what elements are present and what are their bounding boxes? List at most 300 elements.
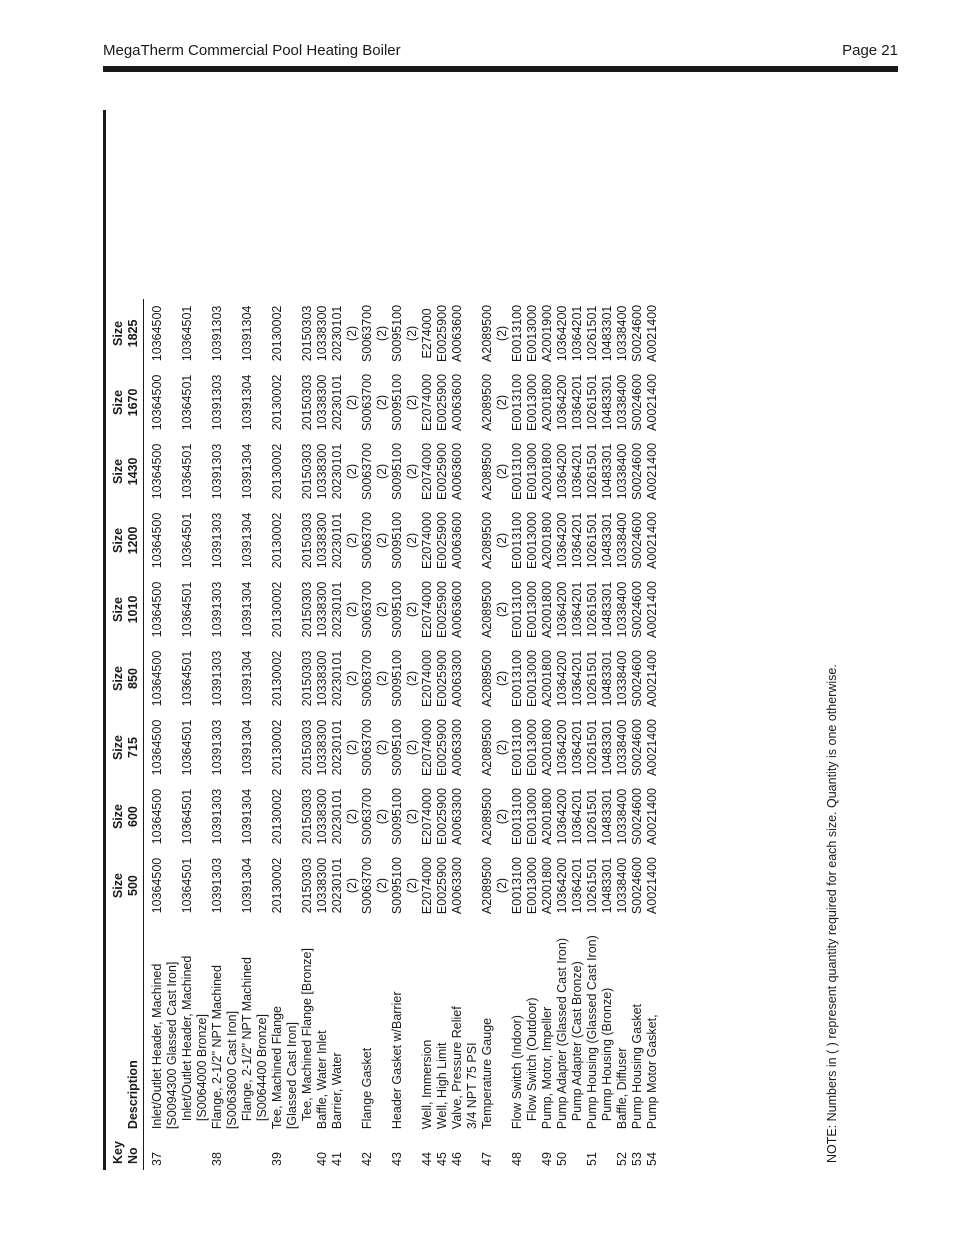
part-number-cell — [195, 437, 210, 506]
header-rule-cell — [143, 368, 144, 437]
part-number-cell: S0095100 — [390, 650, 404, 708]
part-number-cell: 10364201 — [570, 512, 584, 569]
part-number-cell: E2074000 — [420, 650, 434, 708]
part-number-cell: E0013100 — [510, 304, 524, 362]
table-row — [540, 299, 555, 1170]
table-row — [555, 299, 570, 1170]
key-cell — [195, 1135, 210, 1170]
part-number-cell: 10483301 — [600, 374, 614, 431]
part-number-cell: E0013000 — [525, 511, 539, 569]
part-number-cell: 10391303 — [210, 374, 224, 431]
header-rule-cell — [143, 299, 144, 368]
key-cell: 42 — [360, 1152, 374, 1166]
part-number-cell: A0021400 — [645, 373, 659, 431]
description-cell: [S0064400 Bronze] — [255, 1014, 269, 1122]
part-number-cell: E0013000 — [525, 304, 539, 362]
table-row — [525, 299, 540, 1170]
part-number-cell: (2) — [345, 739, 359, 756]
part-number-cell — [165, 851, 180, 920]
key-cell — [570, 1135, 585, 1170]
description-cell: Pump Housing (Bronze) — [600, 987, 614, 1122]
table-row — [195, 299, 210, 1170]
key-cell — [525, 1135, 540, 1170]
part-number-cell: 10364201 — [570, 374, 584, 431]
part-number-cell — [255, 644, 270, 713]
part-number-cell: (2) — [345, 601, 359, 618]
part-number-cell: 10261501 — [585, 512, 599, 569]
header-rule-cell — [143, 713, 144, 782]
part-number-cell: E0025900 — [435, 373, 449, 431]
part-number-cell: 10391304 — [240, 443, 254, 500]
size-header-500: Size 500 — [111, 873, 140, 899]
part-number-cell: 10338400 — [615, 857, 629, 914]
part-number-cell: S0024600 — [630, 373, 644, 431]
header-rule-cell — [143, 644, 144, 713]
part-number-cell: 10364200 — [555, 719, 569, 776]
table-body — [144, 299, 661, 1170]
part-number-cell — [465, 713, 480, 782]
key-cell: 51 — [585, 1152, 599, 1166]
table-row — [570, 299, 585, 1170]
part-number-cell: (2) — [345, 877, 359, 894]
part-number-cell: A0021400 — [645, 650, 659, 708]
part-number-cell — [255, 299, 270, 368]
size-header-1200: Size 1200 — [111, 526, 140, 555]
part-number-cell — [465, 851, 480, 920]
part-number-cell: E0025900 — [435, 511, 449, 569]
part-number-cell: A0021400 — [645, 304, 659, 362]
part-number-cell: 10364200 — [555, 443, 569, 500]
part-number-cell: 10364201 — [570, 719, 584, 776]
key-cell: 38 — [210, 1152, 224, 1166]
part-number-cell — [195, 851, 210, 920]
part-number-cell — [225, 437, 240, 506]
part-number-cell: E0013000 — [525, 788, 539, 846]
part-number-cell: (2) — [375, 670, 389, 687]
part-number-cell: (2) — [375, 394, 389, 411]
part-number-cell: E0013100 — [510, 719, 524, 777]
part-number-cell: (2) — [405, 670, 419, 687]
part-number-cell — [165, 575, 180, 644]
key-cell: 37 — [150, 1152, 164, 1166]
description-cell — [375, 920, 390, 1135]
header-rule-cell — [143, 920, 144, 1135]
part-number-cell: 10364501 — [180, 305, 194, 362]
part-number-cell: S0095100 — [390, 857, 404, 915]
part-number-cell: A2001800 — [540, 788, 554, 846]
part-number-cell: 10261501 — [585, 788, 599, 845]
description-cell: Well, Immersion — [420, 1039, 434, 1130]
part-number-cell: (2) — [495, 877, 509, 894]
part-number-cell: A0021400 — [645, 719, 659, 777]
part-number-cell: 20230101 — [330, 374, 344, 431]
part-number-cell: 10391303 — [210, 857, 224, 914]
part-number-cell: 10364201 — [570, 443, 584, 500]
part-number-cell: (2) — [375, 739, 389, 756]
part-number-cell — [285, 851, 300, 920]
part-number-cell: 20150303 — [300, 443, 314, 500]
part-number-cell: 10391304 — [240, 581, 254, 638]
part-number-cell: 10364501 — [180, 719, 194, 776]
part-number-cell: (2) — [495, 394, 509, 411]
key-cell: 44 — [420, 1152, 434, 1166]
table-row — [315, 299, 330, 1170]
part-number-cell: A0021400 — [645, 857, 659, 915]
part-number-cell: A0021400 — [645, 442, 659, 500]
table-row — [420, 299, 435, 1170]
part-number-cell: A0063600 — [450, 442, 464, 500]
part-number-cell: 10364200 — [555, 857, 569, 914]
description-cell: Temperature Gauge — [480, 1017, 494, 1130]
part-number-cell — [225, 299, 240, 368]
part-number-cell: 10338300 — [315, 719, 329, 776]
key-cell — [375, 1135, 390, 1170]
part-number-cell — [225, 713, 240, 782]
part-number-cell: S0024600 — [630, 442, 644, 500]
part-number-cell: A0021400 — [645, 788, 659, 846]
size-header-1670: Size 1670 — [111, 388, 140, 417]
part-number-cell: E0013000 — [525, 442, 539, 500]
part-number-cell: S0063700 — [360, 857, 374, 915]
key-cell: 41 — [330, 1152, 344, 1166]
part-number-cell: (2) — [495, 325, 509, 342]
part-number-cell: (2) — [345, 808, 359, 825]
part-number-cell: 10483301 — [600, 512, 614, 569]
document-title: MegaTherm Commercial Pool Heating Boiler — [103, 42, 401, 59]
part-number-cell: S0024600 — [630, 650, 644, 708]
key-cell: 48 — [510, 1152, 524, 1166]
part-number-cell: 10364500 — [150, 374, 164, 431]
part-number-cell: E0013000 — [525, 373, 539, 431]
part-number-cell: S0063700 — [360, 580, 374, 638]
part-number-cell: (2) — [375, 325, 389, 342]
part-number-cell: E2074000 — [420, 511, 434, 569]
part-number-cell: A2089500 — [480, 857, 494, 915]
part-number-cell: S0095100 — [390, 511, 404, 569]
part-number-cell: (2) — [375, 532, 389, 549]
description-cell: Tee, Machined Flange — [270, 1006, 284, 1130]
description-header: Description — [126, 1060, 140, 1130]
part-number-cell: (2) — [495, 808, 509, 825]
parts-table — [111, 299, 660, 1170]
key-cell: 54 — [645, 1152, 659, 1166]
key-cell — [285, 1135, 300, 1170]
part-number-cell: 20150303 — [300, 857, 314, 914]
part-number-cell: A0021400 — [645, 580, 659, 638]
table-row — [165, 299, 180, 1170]
size-header-1430: Size 1430 — [111, 457, 140, 486]
table-row — [465, 299, 480, 1170]
header-rule-cell — [143, 437, 144, 506]
part-number-cell — [225, 851, 240, 920]
part-number-cell — [465, 437, 480, 506]
part-number-cell: 10364201 — [570, 788, 584, 845]
part-number-cell: 10338400 — [615, 443, 629, 500]
part-number-cell: 10483301 — [600, 443, 614, 500]
part-number-cell: 20150303 — [300, 650, 314, 707]
part-number-cell: E2074000 — [420, 857, 434, 915]
part-number-cell — [195, 575, 210, 644]
part-number-cell: 10338400 — [615, 374, 629, 431]
part-number-cell: 20130002 — [270, 512, 284, 569]
part-number-cell: E0013100 — [510, 580, 524, 638]
part-number-cell — [165, 299, 180, 368]
table-row — [510, 299, 525, 1170]
key-cell: 50 — [555, 1152, 569, 1166]
part-number-cell: 10338300 — [315, 305, 329, 362]
part-number-cell: 10364200 — [555, 374, 569, 431]
part-number-cell: 10338400 — [615, 581, 629, 638]
header-rule-cell — [143, 782, 144, 851]
part-number-cell — [195, 368, 210, 437]
part-number-cell: 10483301 — [600, 581, 614, 638]
quantity-note: NOTE: Numbers in ( ) represent quantity required for each size. Quantity is one otherwise. — [825, 664, 839, 1163]
part-number-cell: 10364500 — [150, 443, 164, 500]
part-number-cell: 10391303 — [210, 719, 224, 776]
part-number-cell: 20150303 — [300, 719, 314, 776]
part-number-cell: E2074000 — [420, 719, 434, 777]
part-number-cell: 10338400 — [615, 305, 629, 362]
part-number-cell: 20150303 — [300, 512, 314, 569]
part-number-cell — [195, 506, 210, 575]
part-number-cell — [285, 713, 300, 782]
part-number-cell — [285, 575, 300, 644]
description-cell: Baffle, Water Inlet — [315, 1030, 329, 1130]
size-header-850: Size 850 — [111, 666, 140, 692]
header-rule-cell — [143, 506, 144, 575]
part-number-cell: (2) — [495, 670, 509, 687]
part-number-cell: 10364501 — [180, 443, 194, 500]
part-number-cell — [165, 713, 180, 782]
part-number-cell: E0013100 — [510, 650, 524, 708]
key-cell: 43 — [390, 1152, 404, 1166]
table-row — [450, 299, 465, 1170]
part-number-cell: A2001800 — [540, 857, 554, 915]
part-number-cell: E0013100 — [510, 373, 524, 431]
part-number-cell — [165, 644, 180, 713]
table-row — [480, 299, 495, 1170]
part-number-cell: 10338400 — [615, 719, 629, 776]
part-number-cell: 10364501 — [180, 374, 194, 431]
part-number-cell: E274000 — [420, 308, 434, 359]
description-cell — [405, 920, 420, 1135]
part-number-cell: 20150303 — [300, 788, 314, 845]
part-number-cell: 10364500 — [150, 788, 164, 845]
part-number-cell: E0025900 — [435, 719, 449, 777]
part-number-cell: S0024600 — [630, 719, 644, 777]
part-number-cell: A0063600 — [450, 511, 464, 569]
description-cell — [345, 920, 360, 1135]
part-number-cell: S0024600 — [630, 788, 644, 846]
part-number-cell: E0025900 — [435, 580, 449, 638]
part-number-cell — [225, 368, 240, 437]
part-number-cell: S0063700 — [360, 373, 374, 431]
part-number-cell: A2001800 — [540, 442, 554, 500]
part-number-cell — [165, 368, 180, 437]
part-number-cell: 10364200 — [555, 305, 569, 362]
part-number-cell: 10338400 — [615, 512, 629, 569]
part-number-cell: 10261501 — [585, 857, 599, 914]
description-cell — [495, 920, 510, 1135]
part-number-cell: A2089500 — [480, 373, 494, 431]
part-number-cell: 10338300 — [315, 512, 329, 569]
part-number-cell: 10364200 — [555, 788, 569, 845]
part-number-cell — [465, 575, 480, 644]
part-number-cell — [225, 782, 240, 851]
table-row — [495, 299, 510, 1170]
size-header-1825: Size 1825 — [111, 319, 140, 348]
part-number-cell: (2) — [345, 463, 359, 480]
part-number-cell: E2074000 — [420, 580, 434, 638]
table-row — [630, 299, 645, 1170]
description-cell: Well, High Limit — [435, 1042, 449, 1130]
key-cell — [300, 1135, 315, 1170]
part-number-cell: (2) — [495, 601, 509, 618]
part-number-cell: 20130002 — [270, 305, 284, 362]
part-number-cell: 10483301 — [600, 857, 614, 914]
part-number-cell: (2) — [375, 601, 389, 618]
description-cell: Valve, Pressure Relief — [450, 1006, 464, 1130]
part-number-cell — [225, 644, 240, 713]
size-header-600: Size 600 — [111, 804, 140, 830]
part-number-cell: 10338300 — [315, 788, 329, 845]
description-cell: Pump Motor Gasket, — [645, 1014, 659, 1130]
part-number-cell: A2001800 — [540, 373, 554, 431]
part-number-cell: 20150303 — [300, 305, 314, 362]
part-number-cell — [225, 575, 240, 644]
key-cell — [345, 1135, 360, 1170]
part-number-cell: 10391304 — [240, 374, 254, 431]
part-number-cell: (2) — [345, 532, 359, 549]
part-number-cell: S0063700 — [360, 788, 374, 846]
description-cell: Header Gasket w/Barrier — [390, 991, 404, 1130]
key-cell — [255, 1135, 270, 1170]
part-number-cell: (2) — [405, 463, 419, 480]
part-number-cell: E2074000 — [420, 373, 434, 431]
part-number-cell: S0063700 — [360, 511, 374, 569]
part-number-cell: 10338300 — [315, 443, 329, 500]
part-number-cell: E0013100 — [510, 788, 524, 846]
part-number-cell: S0095100 — [390, 373, 404, 431]
part-number-cell: E2074000 — [420, 442, 434, 500]
part-number-cell: (2) — [375, 808, 389, 825]
part-number-cell — [285, 437, 300, 506]
part-number-cell: S0095100 — [390, 788, 404, 846]
description-cell: Inlet/Outlet Header, Machined — [150, 963, 164, 1130]
part-number-cell: 20230101 — [330, 581, 344, 638]
part-number-cell — [465, 368, 480, 437]
description-cell: Flange, 2-1/2" NPT Machined — [210, 965, 224, 1130]
part-number-cell: 10483301 — [600, 719, 614, 776]
part-number-cell: S0063700 — [360, 442, 374, 500]
part-number-cell: E0013100 — [510, 857, 524, 915]
part-number-cell: E0025900 — [435, 650, 449, 708]
part-number-cell: E0013100 — [510, 442, 524, 500]
part-number-cell: (2) — [495, 532, 509, 549]
part-number-cell: S0024600 — [630, 857, 644, 915]
part-number-cell — [255, 713, 270, 782]
part-number-cell — [195, 644, 210, 713]
part-number-cell: A2089500 — [480, 788, 494, 846]
part-number-cell — [465, 506, 480, 575]
part-number-cell — [285, 368, 300, 437]
description-cell: Flow Switch (Indoor) — [510, 1015, 524, 1130]
part-number-cell: 10391303 — [210, 443, 224, 500]
description-cell: Pump Housing Gasket — [630, 1004, 644, 1130]
description-cell: Pump Adapter (Cast Bronze) — [570, 961, 584, 1122]
table-row — [150, 299, 165, 1170]
part-number-cell: 10261501 — [585, 719, 599, 776]
description-cell: Pump Housing (Glassed Cast Iron) — [585, 935, 599, 1130]
part-number-cell — [165, 437, 180, 506]
part-number-cell: 20130002 — [270, 374, 284, 431]
part-number-cell: (2) — [405, 739, 419, 756]
part-number-cell: A2089500 — [480, 580, 494, 638]
part-number-cell: A0063300 — [450, 650, 464, 708]
part-number-cell — [285, 299, 300, 368]
header-rule-cell — [143, 575, 144, 644]
part-number-cell — [195, 299, 210, 368]
part-number-cell — [255, 506, 270, 575]
part-number-cell: (2) — [405, 325, 419, 342]
part-number-cell: 10338300 — [315, 374, 329, 431]
part-number-cell: S0095100 — [390, 304, 404, 362]
part-number-cell: A0063300 — [450, 719, 464, 777]
part-number-cell: 10364501 — [180, 788, 194, 845]
part-number-cell: 10483301 — [600, 305, 614, 362]
key-header: Key No — [111, 1141, 140, 1164]
page-number: Page 21 — [842, 42, 898, 59]
part-number-cell: E0025900 — [435, 442, 449, 500]
description-cell: Inlet/Outlet Header, Machined — [180, 955, 194, 1122]
part-number-cell: 10391304 — [240, 719, 254, 776]
description-cell: [S0064000 Bronze] — [195, 1014, 209, 1122]
part-number-cell: 10391303 — [210, 512, 224, 569]
part-number-cell: (2) — [405, 532, 419, 549]
table-row — [600, 299, 615, 1170]
part-number-cell: A2089500 — [480, 511, 494, 569]
table-row — [435, 299, 450, 1170]
table-row — [225, 299, 240, 1170]
part-number-cell — [165, 506, 180, 575]
part-number-cell: (2) — [495, 463, 509, 480]
table-row — [405, 299, 420, 1170]
table-row — [285, 299, 300, 1170]
table-header-row — [111, 299, 143, 1170]
description-cell: Barrier, Water — [330, 1052, 344, 1130]
part-number-cell: 10364501 — [180, 512, 194, 569]
part-number-cell: S0024600 — [630, 304, 644, 362]
part-number-cell: A2089500 — [480, 650, 494, 708]
part-number-cell: (2) — [405, 808, 419, 825]
part-number-cell: A0063600 — [450, 580, 464, 638]
table-row — [360, 299, 375, 1170]
part-number-cell: A2001900 — [540, 304, 554, 362]
part-number-cell: S0095100 — [390, 580, 404, 638]
part-number-cell — [465, 782, 480, 851]
table-row — [270, 299, 285, 1170]
part-number-cell — [255, 851, 270, 920]
part-number-cell: A0063600 — [450, 304, 464, 362]
part-number-cell: E0013000 — [525, 857, 539, 915]
part-number-cell: S0024600 — [630, 580, 644, 638]
description-cell: Tee, Machined Flange [Bronze] — [300, 948, 314, 1122]
part-number-cell: 10483301 — [600, 788, 614, 845]
description-cell: [S0094300 Glassed Cast Iron] — [165, 961, 179, 1130]
part-number-cell: 10391303 — [210, 305, 224, 362]
key-cell: 49 — [540, 1152, 554, 1166]
part-number-cell: (2) — [345, 394, 359, 411]
